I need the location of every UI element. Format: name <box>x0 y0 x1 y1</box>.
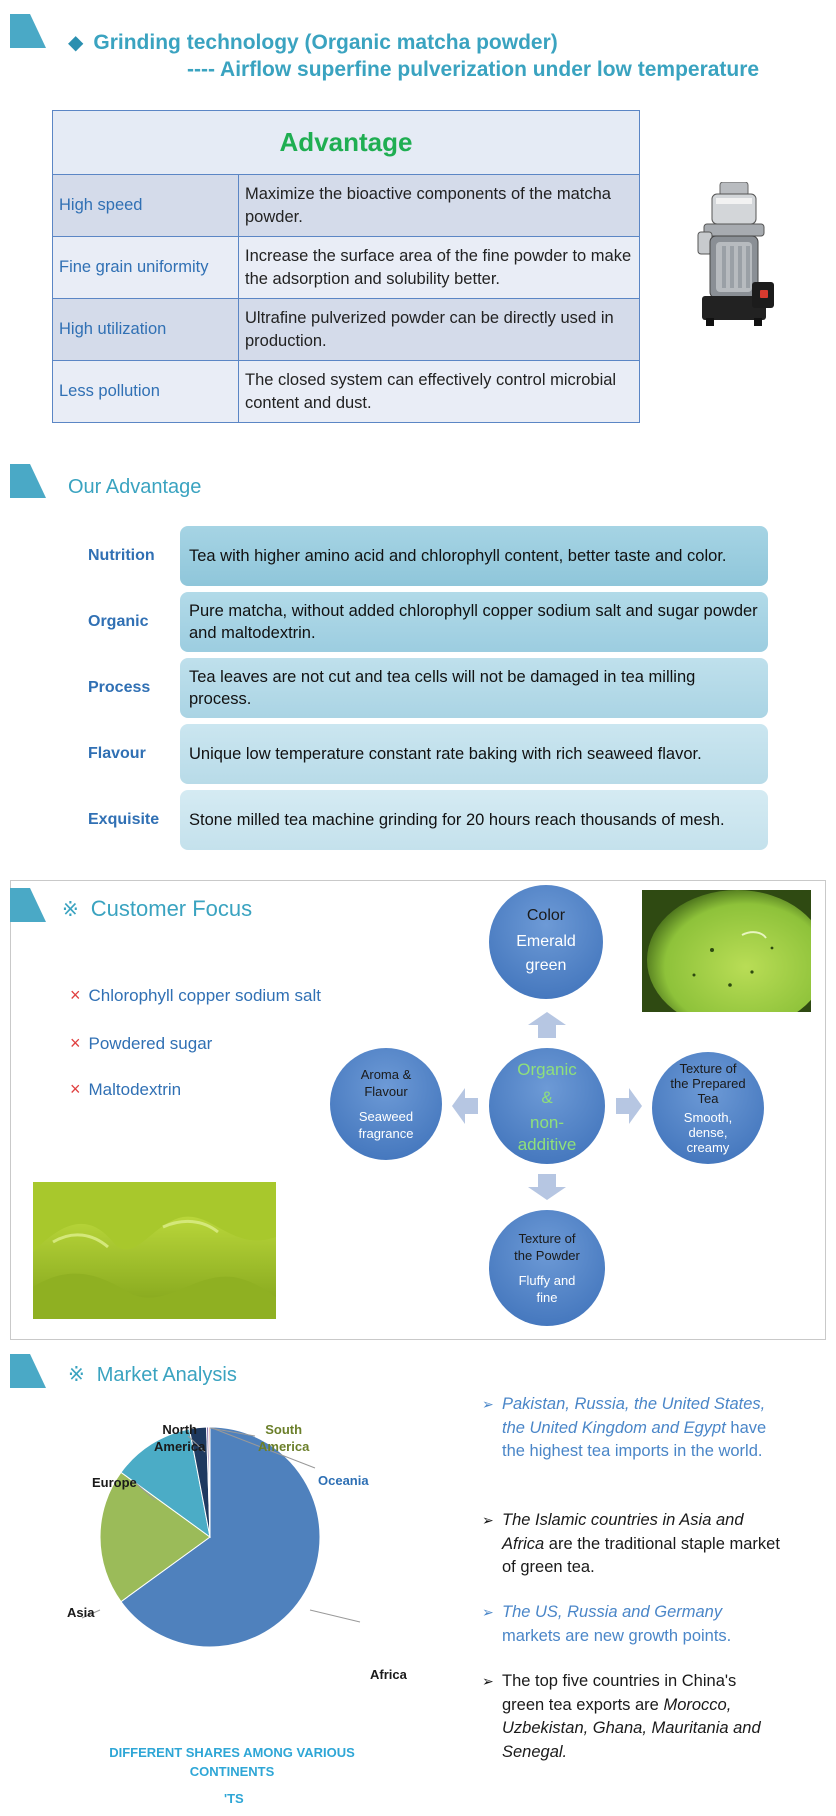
grinding-subtitle: ---- Airflow superfine pulverization under low temperature <box>187 58 760 81</box>
continent-share-pie-chart <box>60 1410 440 1750</box>
table-row <box>53 175 640 237</box>
list-item <box>0 592 836 652</box>
pie-label-europe: Europe <box>92 1475 137 1490</box>
table-row-key: Less pollution <box>53 361 239 423</box>
table-row-value: Maximize the bioactive components of the matcha powder. <box>239 175 640 237</box>
list-item <box>0 790 836 850</box>
section-flag-icon <box>10 1354 46 1388</box>
pulverizer-machine-image <box>692 182 776 328</box>
market-analysis-title: ※ Market Analysis <box>68 1364 237 1386</box>
arrow-up-icon <box>528 1012 566 1038</box>
circle-body: Emerald green <box>516 932 576 974</box>
aroma-flavour-circle <box>330 1048 442 1160</box>
cross-icon: × <box>70 1079 81 1099</box>
list-item <box>0 658 836 718</box>
section-flag-icon <box>10 464 46 498</box>
list-item <box>0 724 836 784</box>
advantage-text: Pure matcha, without added chlorophyll copper sodium salt and sugar powder and maltodextrin. <box>180 592 768 652</box>
pie-label-africa: Africa <box>370 1667 407 1682</box>
pie-chart-caption-fragment: 'TS <box>224 1791 244 1806</box>
circle-body: Smooth, dense, creamy <box>683 1110 733 1155</box>
table-row-value: Ultrafine pulverized powder can be directly used in production. <box>239 299 640 361</box>
advantage-label: Process <box>88 679 151 696</box>
table-row-key: High utilization <box>53 299 239 361</box>
market-bullet: ➢ Pakistan, Russia, the United States, the United Kingdom and Egypt have the highest tea imports in the world. <box>482 1395 767 1460</box>
table-row <box>53 237 640 299</box>
matcha-powder-image <box>33 1182 276 1319</box>
circle-heading: Texture of the Powder <box>514 1231 580 1263</box>
advantage-label: Flavour <box>88 745 146 762</box>
advantage-text: Tea leaves are not cut and tea cells will not be damaged in tea milling process. <box>180 658 768 718</box>
diamond-bullet-icon: ◆ <box>68 32 84 54</box>
our-advantage-title: Our Advantage <box>68 476 202 498</box>
list-item <box>0 526 836 586</box>
section-flag-icon <box>10 888 46 922</box>
advantage-label: Organic <box>88 613 149 630</box>
cross-icon: × <box>70 1033 81 1053</box>
reference-mark-icon: ※ <box>68 1364 85 1386</box>
table-row-key: High speed <box>53 175 239 237</box>
circle-heading: Texture of the Prepared Tea <box>670 1061 746 1106</box>
excluded-item: × Powdered sugar <box>70 1033 213 1053</box>
advantage-label: Nutrition <box>88 547 155 564</box>
circle-heading: Color <box>526 906 566 924</box>
circle-body: Fluffy and fine <box>518 1273 576 1305</box>
table-row <box>53 299 640 361</box>
advantage-text: Tea with higher amino acid and chlorophyll content, better taste and color. <box>180 526 768 586</box>
organic-center-circle: Organic & non- additive <box>489 1048 605 1164</box>
market-bullet: ➢ The US, Russia and Germany markets are new growth points. <box>482 1603 732 1645</box>
excluded-item: × Maltodextrin <box>70 1079 182 1099</box>
table-row-value: The closed system can effectively control microbial content and dust. <box>239 361 640 423</box>
color-circle <box>489 885 603 999</box>
circle-body: Seaweed fragrance <box>358 1109 414 1141</box>
arrow-bullet-icon: ➢ <box>482 1673 494 1689</box>
reference-mark-icon: ※ <box>62 899 79 921</box>
advantage-table-header: Advantage <box>53 111 640 175</box>
pie-chart-caption: DIFFERENT SHARES AMONG VARIOUS CONTINENTS <box>109 1745 355 1779</box>
grinding-title: ◆ Grinding technology (Organic matcha powder) <box>68 31 558 54</box>
arrow-bullet-icon: ➢ <box>482 1396 494 1412</box>
arrow-bullet-icon: ➢ <box>482 1604 494 1620</box>
excluded-item: × Chlorophyll copper sodium salt <box>70 985 321 1005</box>
arrow-right-icon <box>616 1088 642 1124</box>
advantage-table <box>52 110 640 423</box>
advantage-text: Stone milled tea machine grinding for 20 hours reach thousands of mesh. <box>180 790 768 850</box>
powder-texture-circle <box>489 1210 605 1326</box>
advantage-text: Unique low temperature constant rate baking with rich seaweed flavor. <box>180 724 768 784</box>
arrow-bullet-icon: ➢ <box>482 1512 494 1528</box>
arrow-down-icon <box>528 1174 566 1200</box>
table-row <box>53 361 640 423</box>
table-row-value: Increase the surface area of the fine powder to make the adsorption and solubility better. <box>239 237 640 299</box>
cross-icon: × <box>70 985 81 1005</box>
table-row-key: Fine grain uniformity <box>53 237 239 299</box>
arrow-left-icon <box>452 1088 478 1124</box>
pie-label-oceania: Oceania <box>318 1473 369 1488</box>
market-bullet: ➢ The top five countries in China's green tea exports are Morocco, Uzbekistan, Ghana, Mauritania and Senegal. <box>482 1672 761 1761</box>
pie-label-south-america: South America <box>258 1422 310 1454</box>
prepared-tea-texture-circle <box>652 1052 764 1164</box>
matcha-tea-cup-image <box>642 890 811 1012</box>
section-flag-icon <box>10 14 46 48</box>
pie-label-north-america: North America <box>154 1422 206 1454</box>
advantage-label: Exquisite <box>88 811 160 828</box>
pie-label-asia: Asia <box>67 1605 95 1620</box>
market-bullet: ➢ The Islamic countries in Asia and Africa are the traditional staple market of green tea. <box>482 1511 780 1576</box>
circle-heading: Aroma & Flavour <box>360 1067 412 1099</box>
customer-focus-title: ※ Customer Focus <box>62 896 253 921</box>
pie-leader-line <box>310 1610 360 1622</box>
